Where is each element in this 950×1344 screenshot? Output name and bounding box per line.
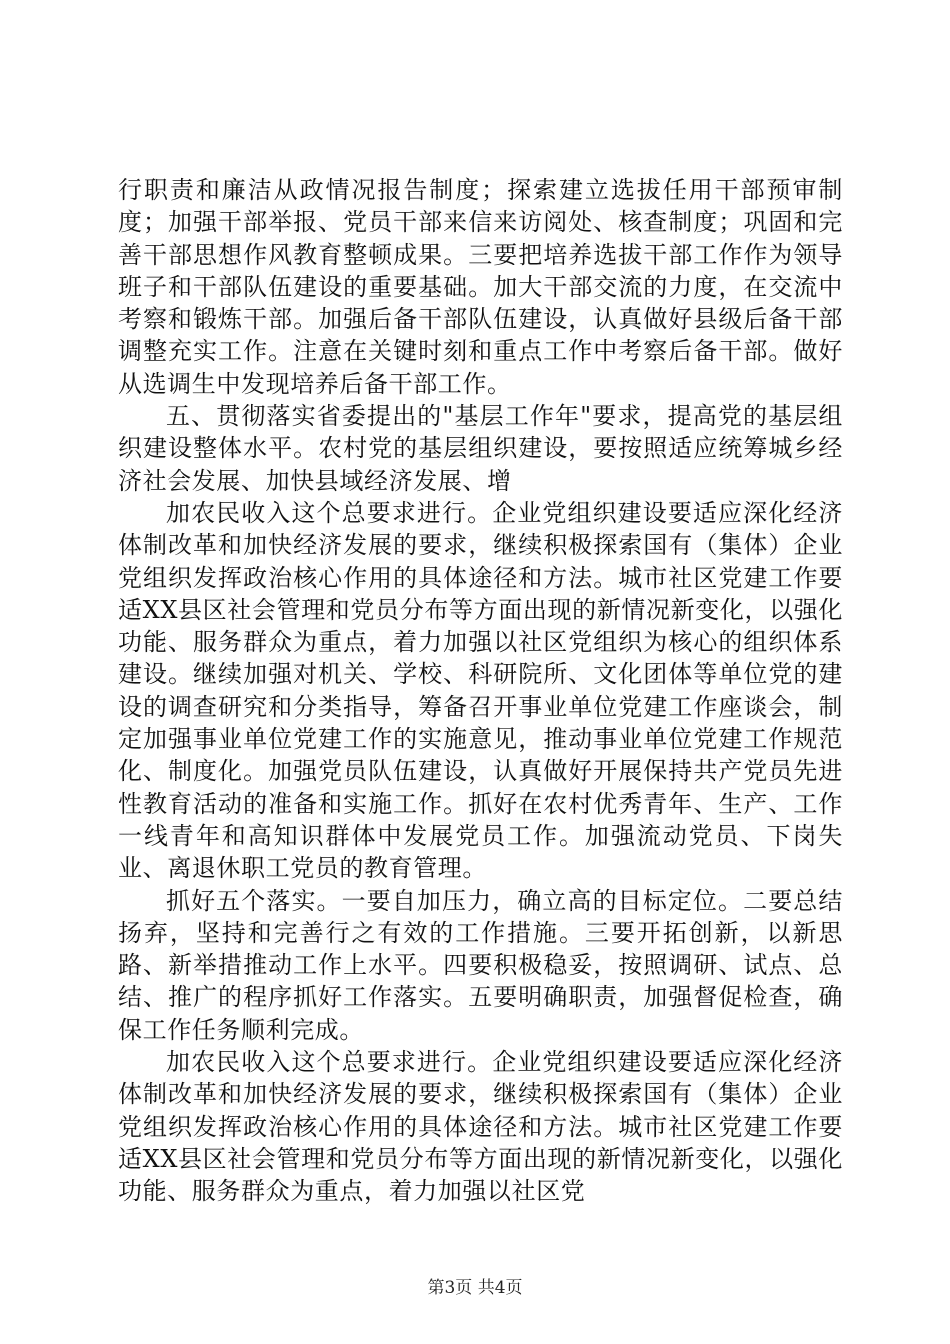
paragraph-3: 加农民收入这个总要求进行。企业党组织建设要适应深化经济体制改革和加快经济发展的要求，继续积极探索国有（集体）企业党组织发挥政治核心作用的具体途径和方法。城市社区党建工作要适XX县区社会管理和党员分布等方面出现的新情况新变化，以强化功能、服务群众为重点，着力加强以社区党组织为核心的组织体系建设。继续加强对机关、学校、科研院所、文化团体等单位党的建设的调查研究和分类指导，筹备召开事业单位党建工作座谈会，制定加强事业单位党建工作的实施意见，推动事业单位党建工作规范化、制度化。加强党员队伍建设，认真做好开展保持共产党员先进性教育活动的准备和实施工作。抓好在农村优秀青年、生产、工作一线青年和高知识群体中发展党员工作。加强流动党员、下岗失业、离退休职工党员的教育管理。 xyxy=(118,498,843,883)
document-body xyxy=(118,174,843,1208)
paragraph-4: 抓好五个落实。一要自加压力，确立高的目标定位。二要总结扬弃，坚持和完善行之有效的工作措施。三要开拓创新，以新思路、新举措推动工作上水平。四要积极稳妥，按照调研、试点、总结、推广的程序抓好工作落实。五要明确职责，加强督促检查，确保工作任务顺利完成。 xyxy=(118,886,843,1044)
page-number-footer: 第3页 共4页 xyxy=(427,1278,523,1298)
paragraph-2: 五、贯彻落实省委提出的"基层工作年"要求，提高党的基层组织建设整体水平。农村党的基层组织建设，要按照适应统筹城乡经济社会发展、加快县域经济发展、增 xyxy=(118,402,843,495)
paragraph-5: 加农民收入这个总要求进行。企业党组织建设要适应深化经济体制改革和加快经济发展的要求，继续积极探索国有（集体）企业党组织发挥政治核心作用的具体途径和方法。城市社区党建工作要适XX县区社会管理和党员分布等方面出现的新情况新变化，以强化功能、服务群众为重点，着力加强以社区党 xyxy=(118,1048,843,1206)
paragraph-1: 行职责和廉洁从政情况报告制度；探索建立选拔任用干部预审制度；加强干部举报、党员干部来信来访阅处、核查制度；巩固和完善干部思想作风教育整顿成果。三要把培养选拔干部工作作为领导班子和干部队伍建设的重要基础。加大干部交流的力度，在交流中考察和锻炼干部。加强后备干部队伍建设，认真做好县级后备干部调整充实工作。注意在关键时刻和重点工作中考察后备干部。做好从选调生中发现培养后备干部工作。 xyxy=(118,176,843,398)
